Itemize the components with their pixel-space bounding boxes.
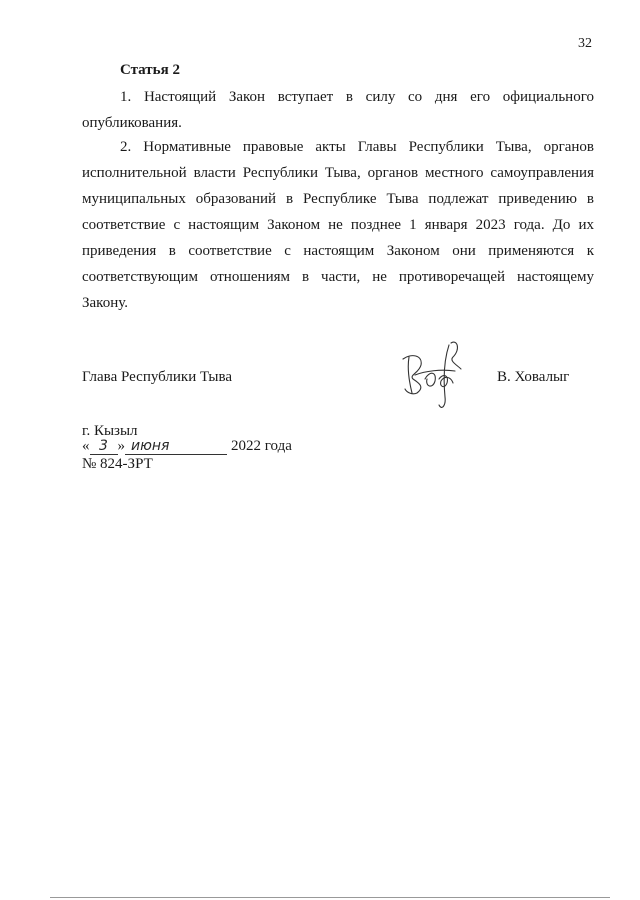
signatory-title: Глава Республики Тыва — [82, 369, 233, 385]
bottom-edge-line — [50, 897, 610, 898]
page-number: 32 — [578, 36, 592, 51]
date-open-quote: « — [82, 438, 90, 454]
signing-date — [82, 438, 292, 455]
document-number: № 824-ЗРТ — [82, 456, 153, 472]
date-day: 3 — [90, 438, 118, 455]
date-year: 2022 года — [231, 438, 292, 454]
article-paragraph-2: 2. Нормативные правовые акты Главы Республики Тыва, органов исполнительной власти Республики Тыва, органов местного самоуправления муниципальных образований в Республике Тыва подлежат приведению в соответствие с настоящим Законом не позднее 1 января 2023 года. До их приведения в соответствие с настоящим Законом они применяются к соответствующим отношениям в части, не противоречащей настоящему Закону. — [82, 139, 594, 311]
place-of-signing: г. Кызыл — [82, 423, 138, 439]
signatory-name: В. Ховалыг — [497, 369, 570, 385]
article-title: Статья 2 — [120, 62, 180, 78]
article-paragraph-1: 1. Настоящий Закон вступает в силу со дня его официального опубликования. — [82, 89, 594, 131]
handwritten-signature — [395, 335, 475, 415]
date-close-quote: » — [117, 438, 125, 454]
date-month: июня — [125, 438, 227, 455]
